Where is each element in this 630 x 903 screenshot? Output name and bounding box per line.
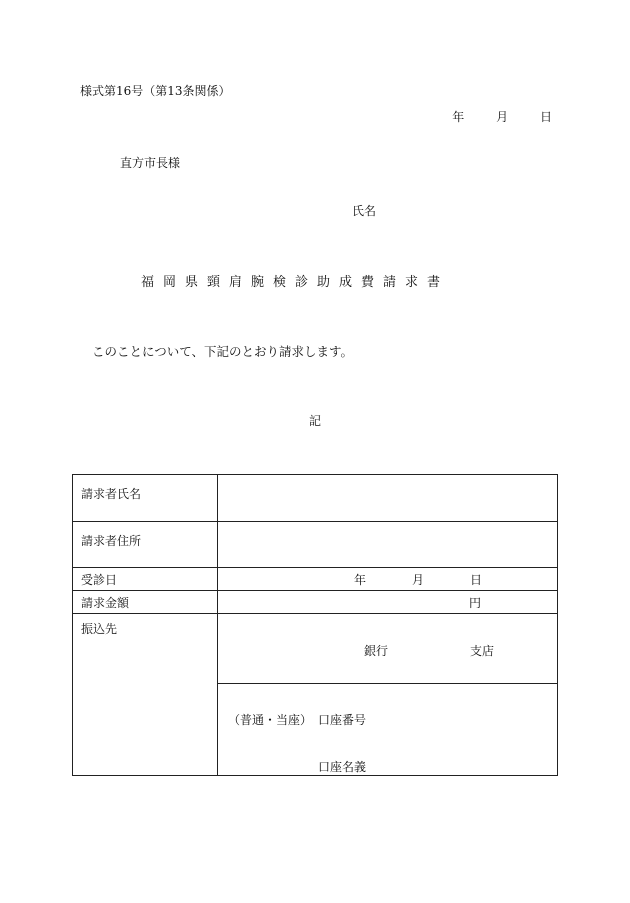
exam-date-year: 年 [354, 573, 367, 587]
form-number: 様式第16号（第13条関係） [80, 84, 231, 98]
account-type-label: （普通・当座） [228, 713, 313, 727]
table-row-name [73, 475, 558, 522]
account-name-label: 口座名義 [318, 760, 367, 774]
addressee: 直方市長様 [120, 156, 181, 170]
table-row-exam-date [73, 568, 558, 591]
date-line [452, 108, 552, 125]
exam-date-month: 月 [412, 573, 425, 587]
table-row-amount [73, 591, 558, 614]
account-number-label: 口座番号 [318, 713, 367, 727]
table-row-transfer-bank [73, 614, 558, 684]
transfer-destination-label: 振込先 [73, 614, 218, 776]
amount-unit: 円 [469, 596, 482, 610]
account-field[interactable] [218, 684, 558, 776]
date-day-label: 日 [539, 110, 552, 124]
amount-label: 請求金額 [73, 591, 218, 614]
requester-address-field[interactable] [218, 522, 558, 568]
exam-date-day: 日 [470, 573, 483, 587]
table-row-address [73, 522, 558, 568]
requester-name-label: 請求者氏名 [73, 475, 218, 522]
exam-date-label: 受診日 [73, 568, 218, 591]
bank-branch-field[interactable] [218, 614, 558, 684]
date-month-label: 月 [496, 110, 509, 124]
branch-label: 支店 [470, 644, 495, 658]
ki-heading: 記 [309, 414, 322, 428]
date-year-label: 年 [452, 110, 465, 124]
intro-text: このことについて、下記のとおり請求します。 [92, 344, 354, 359]
exam-date-field[interactable] [218, 568, 558, 591]
bank-label: 銀行 [364, 644, 389, 658]
requester-address-label: 請求者住所 [73, 522, 218, 568]
requester-name-field[interactable] [218, 475, 558, 522]
document-title: 福岡県頸肩腕検診助成費請求書 [141, 275, 450, 290]
applicant-name-label: 氏名 [352, 204, 377, 218]
amount-field[interactable] [218, 591, 558, 614]
request-table [72, 474, 558, 776]
